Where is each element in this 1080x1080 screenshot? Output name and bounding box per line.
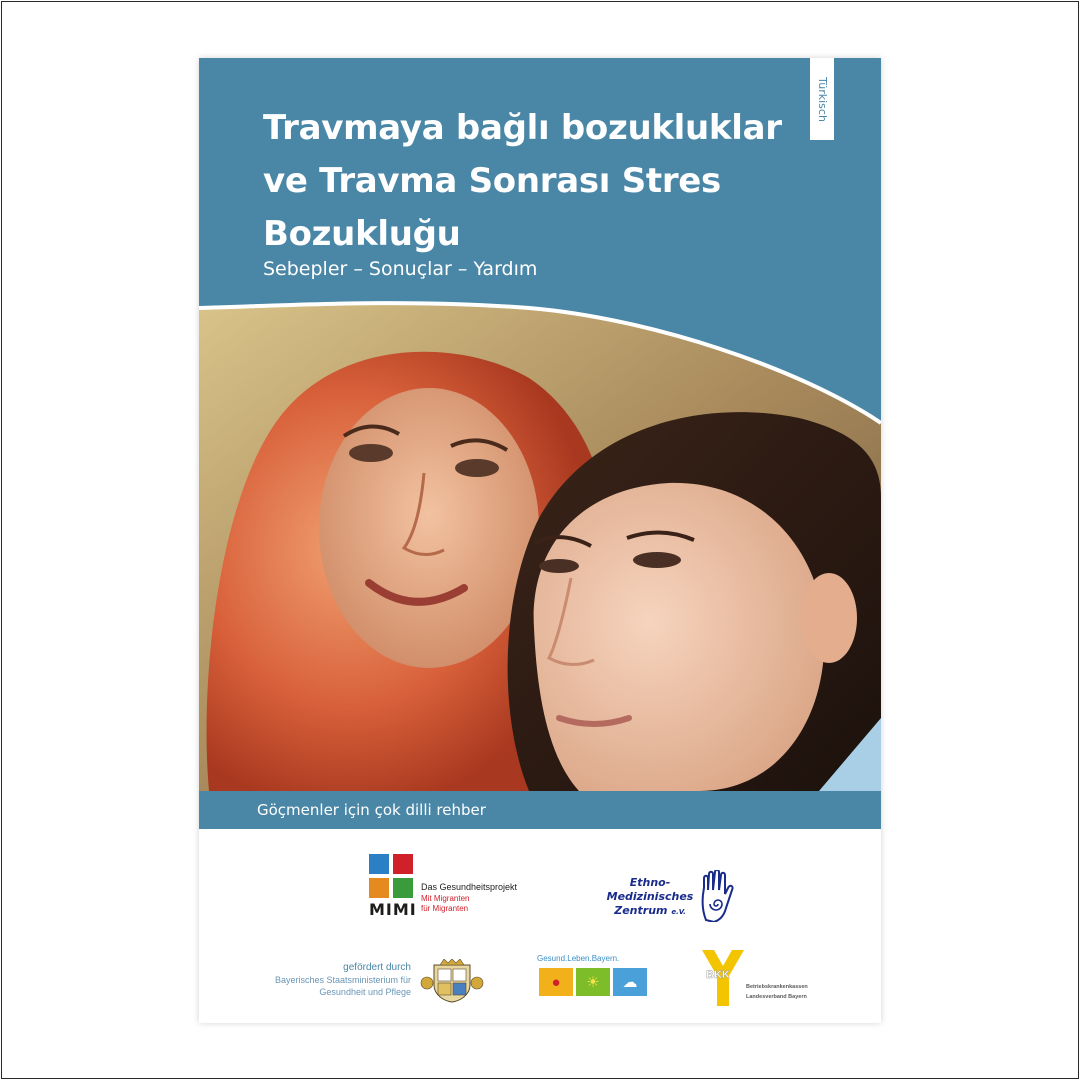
language-tab (810, 58, 834, 140)
cover-title (263, 102, 803, 261)
ministry-line-1: gefördert durch (343, 962, 411, 973)
bkk-line-1: Betriebskrankenkassen (746, 984, 808, 990)
cloud-icon: ☁ (613, 968, 647, 996)
title-line-2: ve Travma Sonrası Stres (263, 161, 721, 201)
brochure-cover (199, 58, 881, 1023)
title-line-3: Bozukluğu (263, 214, 461, 254)
mimi-tagline-red-2: für Migranten (421, 904, 469, 913)
mimi-icon-grid (369, 854, 415, 898)
emz-name (604, 876, 696, 919)
emz-line-2: Medizinisches (606, 890, 694, 903)
emz-line-1: Ethno- (629, 876, 671, 889)
bottom-band (199, 791, 881, 829)
bkk-logo (702, 950, 852, 1008)
mimi-tagline: Das Gesundheitsprojekt (421, 882, 518, 892)
bavarian-crest-icon (420, 959, 484, 1003)
bkk-line-2: Landesverband Bayern (746, 994, 807, 1000)
mimi-logo (369, 854, 549, 918)
bkk-y-icon (702, 950, 744, 1006)
mimi-name: MIMI (369, 900, 417, 919)
ministry-line-2: Bayerisches Staatsministerium für (274, 975, 411, 985)
cover-subtitle: Sebepler – Sonuçlar – Yardım (263, 258, 538, 280)
mimi-tagline-red-1: Mit Migranten (421, 894, 470, 903)
header-wave (199, 288, 881, 428)
ggb-icon-row (539, 968, 647, 996)
title-line-1: Travmaya bağlı bozukluklar (263, 108, 782, 148)
hand-icon (700, 870, 734, 922)
ggb-logo (537, 954, 649, 1004)
bkk-mark: BKK (706, 969, 730, 981)
emz-line-3: Zentrum (614, 904, 668, 917)
ministry-credit (227, 962, 411, 998)
emz-suffix: e.V. (671, 908, 686, 916)
ggb-title: Gesund.Leben.Bayern. (537, 954, 620, 963)
language-label: Türkisch (815, 76, 829, 122)
apple-icon: ● (539, 968, 573, 996)
sun-icon: ☀ (576, 968, 610, 996)
ministry-line-3: Gesundheit und Pflege (319, 987, 411, 997)
guide-tagline: Göçmenler için çok dilli rehber (257, 801, 486, 819)
emz-logo (604, 870, 744, 930)
